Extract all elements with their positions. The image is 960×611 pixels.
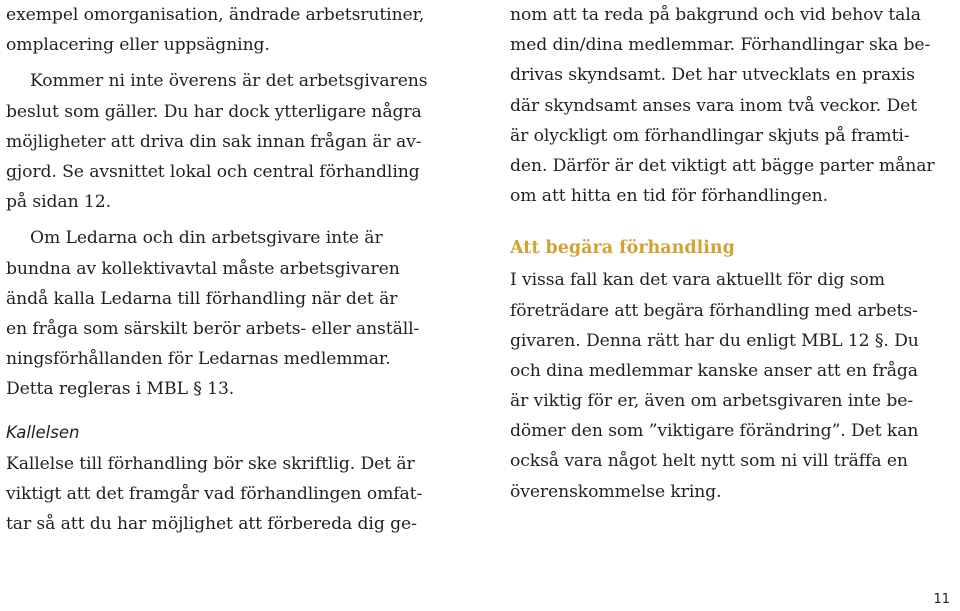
- text-line: dömer den som ”viktigare förändring”. Det kan: [510, 421, 919, 442]
- text-line: där skyndsamt anses vara inom två veckor. Det: [510, 95, 918, 116]
- text-line: med din/dina medlemmar. Förhandlingar ska be-: [510, 35, 931, 56]
- text-line: på sidan 12.: [6, 192, 111, 213]
- section-heading-request-negotiation: Att begära förhandling: [510, 238, 735, 259]
- text-line: Om Ledarna och din arbetsgivare inte är: [30, 228, 383, 249]
- text-line: bundna av kollektivavtal måste arbetsgivaren: [6, 258, 400, 279]
- text-line: är viktig för er, även om arbetsgivaren inte be-: [510, 391, 914, 412]
- text-line: företrädare att begära förhandling med arbets-: [510, 300, 918, 321]
- text-line: också vara något helt nytt som ni vill träffa en: [510, 451, 908, 472]
- text-line: den. Därför är det viktigt att bägge parter månar: [510, 155, 935, 176]
- text-line: givaren. Denna rätt har du enligt MBL 12 §. Du: [510, 330, 919, 351]
- text-line: tar så att du har möjlighet att förbereda dig ge-: [6, 514, 417, 534]
- text-line: Kommer ni inte överens är det arbetsgivarens: [30, 71, 428, 92]
- text-line: en fråga som särskilt berör arbets- eller anställ-: [6, 318, 420, 339]
- text-line: om att hitta en tid för förhandlingen.: [510, 186, 828, 207]
- paragraph-disagreement: [6, 66, 476, 217]
- left-column: [6, 0, 476, 539]
- paragraph-intro-continued: [6, 0, 476, 60]
- text-line: omplacering eller uppsägning.: [6, 35, 270, 56]
- text-line: är olyckligt om förhandlingar skjuts på framti-: [510, 125, 910, 146]
- page-number: 11: [933, 592, 950, 607]
- text-line: I vissa fall kan det vara aktuellt för dig som: [510, 270, 885, 291]
- text-line: gjord. Se avsnittet lokal och central förhandling: [6, 161, 420, 182]
- text-line: viktigt att det framgår vad förhandlingen omfat-: [6, 483, 423, 504]
- section-heading-kallelsen: Kallelsen: [6, 423, 80, 443]
- right-column: [510, 0, 960, 507]
- paragraph-collective-agreement: [6, 223, 476, 404]
- text-line: möjligheter att driva din sak innan frågan är av-: [6, 131, 422, 152]
- text-line: och dina medlemmar kanske anser att en fråga: [510, 360, 918, 381]
- text-line: exempel omorganisation, ändrade arbetsrutiner,: [6, 5, 425, 25]
- text-line: nom att ta reda på bakgrund och vid behov tala: [510, 5, 921, 25]
- paragraph-summons-continued: [510, 0, 960, 211]
- text-line: beslut som gäller. Du har dock ytterligare några: [6, 101, 422, 122]
- text-line: Detta regleras i MBL § 13.: [6, 379, 235, 400]
- text-line: drivas skyndsamt. Det har utvecklats en praxis: [510, 65, 915, 86]
- paragraph-request-negotiation: [510, 265, 960, 507]
- text-line: ändå kalla Ledarna till förhandling när det är: [6, 288, 398, 309]
- text-line: överenskommelse kring.: [510, 481, 722, 502]
- paragraph-summons: [6, 449, 476, 540]
- text-line: Kallelse till förhandling bör ske skriftlig. Det är: [6, 453, 415, 474]
- text-line: ningsförhållanden för Ledarnas medlemmar.: [6, 349, 391, 370]
